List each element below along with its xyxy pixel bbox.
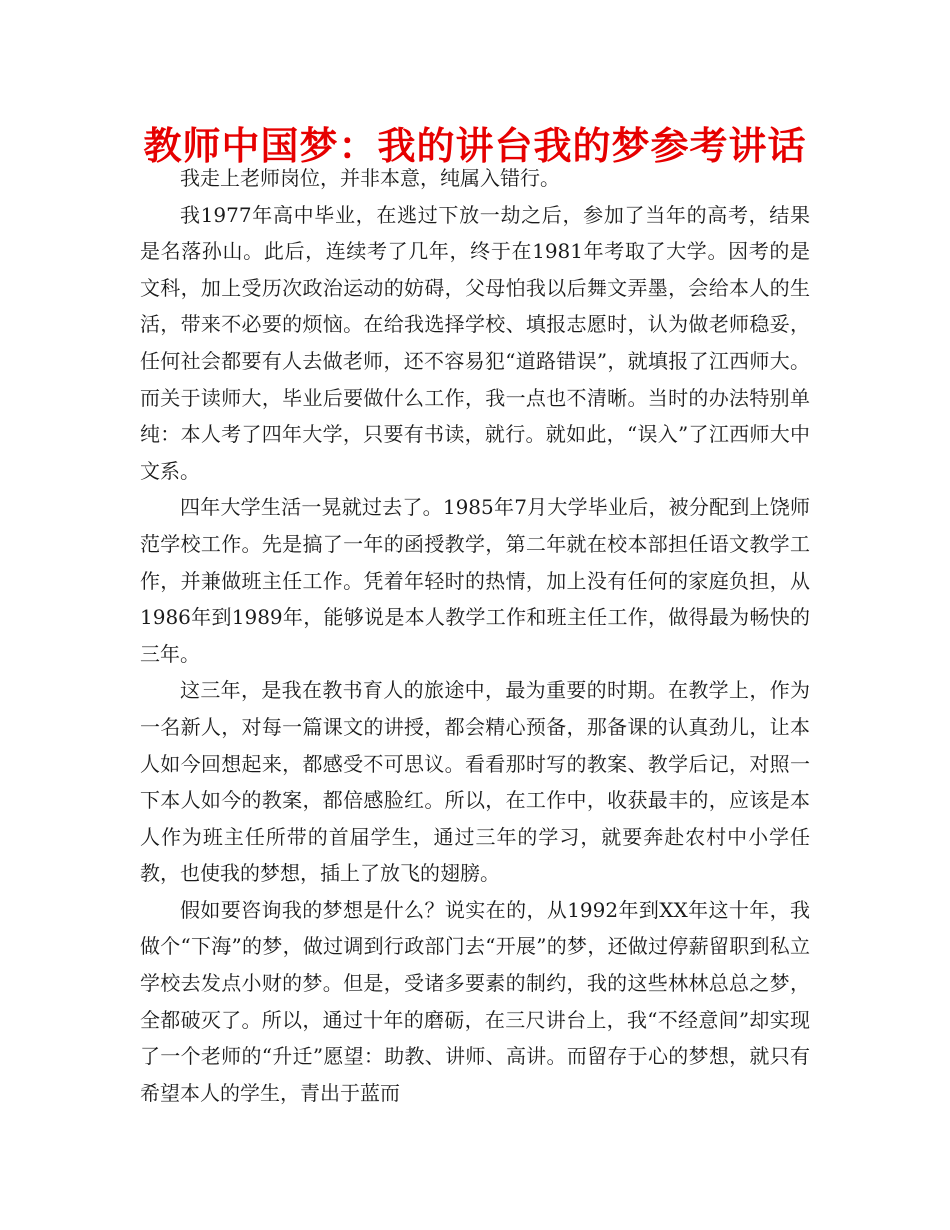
document-title: 教师中国梦：我的讲台我的梦参考讲话 — [143, 124, 807, 168]
document-body — [140, 160, 810, 1111]
paragraph: 我1977年高中毕业，在逃过下放一劫之后，参加了当年的高考，结果是名落孙山。此后，连续考了几年，终于在1981年考取了大学。因考的是文科，加上受历次政治运动的妨碍，父母怕我以后舞文弄墨，会给本人的生活，带来不必要的烦恼。在给我选择学校、填报志愿时，认为做老师稳妥，任何社会都要有人去做老师，还不容易犯“道路错误”，就填报了江西师大。而关于读师大，毕业后要做什么工作，我一点也不清晰。当时的办法特别单纯：本人考了四年大学，只要有书读，就行。就如此，“误入”了江西师大中文系。 — [140, 202, 810, 483]
paragraph: 假如要咨询我的梦想是什么？说实在的，从1992年到XX年这十年，我做个“下海”的梦，做过调到行政部门去“开展”的梦，还做过停薪留职到私立学校去发点小财的梦。但是，受诸多要素的制约，我的这些林林总总之梦，全都破灭了。所以，通过十年的磨砺，在三尺讲台上，我“不经意间”却实现了一个老师的“升迁”愿望：助教、讲师、高讲。而留存于心的梦想，就只有希望本人的学生，青出于蓝而 — [140, 897, 810, 1105]
paragraph: 这三年，是我在教书育人的旅途中，最为重要的时期。在教学上，作为一名新人，对每一篇课文的讲授，都会精心预备，那备课的认真劲儿，让本人如今回想起来，都感受不可思议。看看那时写的教案、教学后记，对照一下本人如今的教案，都倍感脸红。所以，在工作中，收获最丰的，应该是本人作为班主任所带的首届学生，通过三年的学习，就要奔赴农村中小学任教，也使我的梦想，插上了放飞的翅膀。 — [140, 678, 810, 886]
paragraph: 四年大学生活一晃就过去了。1985年7月大学毕业后，被分配到上饶师范学校工作。先是搞了一年的函授教学，第二年就在校本部担任语文教学工作，并兼做班主任工作。凭着年轻时的热情，加上没有任何的家庭负担，从1986年到1989年，能够说是本人教学工作和班主任工作，做得最为畅快的三年。 — [140, 495, 810, 666]
paragraph: 我走上老师岗位，并非本意，纯属入错行。 — [180, 166, 560, 190]
